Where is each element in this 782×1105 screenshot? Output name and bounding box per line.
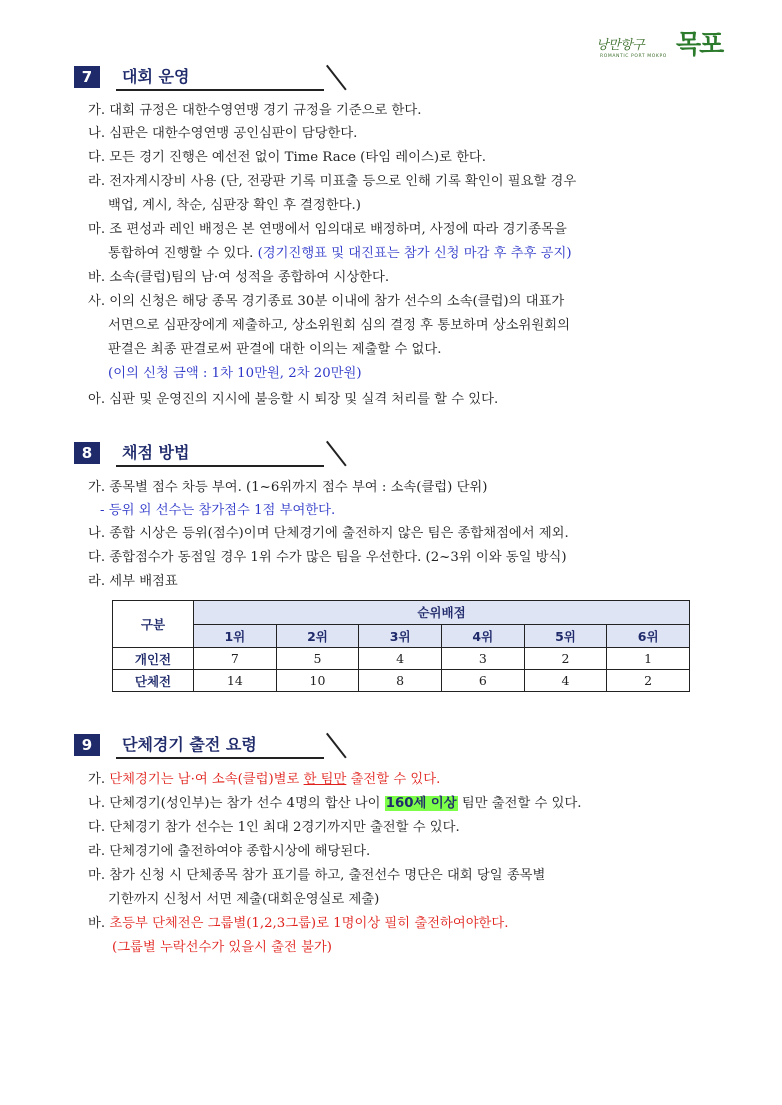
title-underline — [116, 89, 324, 91]
rule-line: 가. 종목별 점수 차등 부여. (1~6위까지 점수 부여 : 소속(클럽) 단위) — [88, 480, 488, 495]
rule-emphasis: 단체경기는 남·여 소속(클럽)별로 — [109, 772, 304, 787]
score-cell: 7 — [194, 648, 277, 670]
score-cell: 14 — [194, 670, 277, 692]
rank-header: 5위 — [524, 624, 607, 648]
rule-line — [88, 914, 508, 934]
title-slash — [326, 65, 347, 91]
rule-line: 아. 심판 및 운영진의 지시에 불응할 시 퇴장 및 실격 처리를 할 수 있다. — [88, 392, 499, 407]
rule-line — [108, 244, 572, 264]
section-9-header — [74, 734, 364, 760]
rank-header: 6위 — [607, 624, 690, 648]
section-title: 단체경기 출전 요령 — [122, 735, 257, 754]
rule-line: 바. 소속(클럽)팀의 남·여 성적을 종합하여 시상한다. — [88, 270, 390, 285]
rule-line: 나. 종합 시상은 등위(점수)이며 단체경기에 출전하지 않은 팀은 종합채점에서 제외. — [88, 526, 569, 541]
rule-emphasis: 초등부 단체전은 그룹별(1,2,3그룹)로 1명이상 필히 출전하여야한다. — [109, 916, 509, 931]
rank-header: 1위 — [194, 624, 277, 648]
rule-prefix: 바. — [88, 916, 110, 931]
score-cell: 3 — [441, 648, 524, 670]
rule-note: (그룹별 누락선수가 있을시 출전 불가) — [112, 940, 332, 955]
title-underline — [116, 757, 324, 759]
rank-header: 2위 — [276, 624, 359, 648]
rank-span-header: 순위배점 — [194, 601, 690, 625]
rule-line: 마. 조 편성과 레인 배정은 본 연맹에서 임의대로 배정하며, 사정에 따라 경기종목을 — [88, 222, 567, 237]
rule-line: 사. 이의 신청은 해당 종목 경기종료 30분 이내에 참가 선수의 소속(클럽)의 대표가 — [88, 294, 565, 309]
section-7-header — [74, 66, 364, 92]
rule-prefix: 가. — [88, 772, 110, 787]
rule-line: 다. 종합점수가 동점일 경우 1위 수가 많은 팀을 우선한다. (2~3위 이와 동일 방식) — [88, 550, 567, 565]
section-title: 대회 운영 — [122, 67, 190, 86]
rule-line: 라. 세부 배점표 — [88, 574, 178, 589]
title-slash — [326, 733, 347, 759]
rule-underlined: 한 팀만 — [303, 772, 347, 787]
score-cell: 2 — [607, 670, 690, 692]
row-label: 개인전 — [113, 648, 194, 670]
title-slash — [326, 441, 347, 467]
section-8-header — [74, 442, 364, 468]
rule-line: 가. 대회 규정은 대한수영연맹 경기 규정을 기준으로 한다. — [88, 103, 422, 118]
rule-text: 통합하여 진행할 수 있다. — [108, 246, 258, 261]
rank-header: 3위 — [359, 624, 442, 648]
rule-line: 다. 모든 경기 진행은 예선전 없이 Time Race (타임 레이스)로 한다. — [88, 150, 486, 165]
section-number: 8 — [74, 442, 100, 464]
rule-text: 팀만 출전할 수 있다. — [457, 796, 582, 811]
score-cell: 2 — [524, 648, 607, 670]
row-label: 단체전 — [113, 670, 194, 692]
rule-line — [88, 770, 440, 790]
rule-line: 다. 단체경기 참가 선수는 1인 최대 2경기까지만 출전할 수 있다. — [88, 820, 460, 835]
rule-line — [88, 794, 582, 814]
logo-script: 낭만항구 — [596, 38, 645, 53]
rule-line: 백업, 계시, 착순, 심판장 확인 후 결정한다.) — [108, 198, 361, 213]
rule-note: - 등위 외 선수는 참가점수 1점 부여한다. — [100, 503, 336, 518]
rule-line: 나. 심판은 대한수영연맹 공인심판이 담당한다. — [88, 126, 358, 141]
rule-line: 마. 참가 신청 시 단체종목 참가 표기를 하고, 출전선수 명단은 대회 당일 종목별 — [88, 868, 546, 883]
col-group-header: 구분 — [113, 601, 194, 648]
rule-text: 나. 단체경기(성인부)는 참가 선수 4명의 합산 나이 — [88, 796, 385, 811]
rule-emphasis: 출전할 수 있다. — [346, 772, 441, 787]
score-cell: 6 — [441, 670, 524, 692]
score-cell: 1 — [607, 648, 690, 670]
rule-line: 판결은 최종 판결로써 판결에 대한 이의는 제출할 수 없다. — [108, 342, 442, 357]
score-cell: 5 — [276, 648, 359, 670]
table-row — [113, 670, 690, 692]
notice-text: (경기진행표 및 대진표는 참가 신청 마감 후 추후 공지) — [257, 246, 572, 261]
score-table — [112, 600, 690, 692]
title-underline — [116, 465, 324, 467]
score-cell: 8 — [359, 670, 442, 692]
logo-mark: 목포 — [676, 30, 723, 60]
rule-line: 서면으로 심판장에게 제출하고, 상소위원회 심의 결정 후 통보하며 상소위원회의 — [108, 318, 570, 333]
mokpo-logo — [596, 30, 726, 62]
section-number: 7 — [74, 66, 100, 88]
score-cell: 4 — [359, 648, 442, 670]
rule-line: 기한까지 신청서 서면 제출(대회운영실로 제출) — [108, 892, 380, 907]
age-highlight: 160세 이상 — [385, 796, 457, 811]
section-title: 채점 방법 — [122, 443, 190, 462]
table-row — [113, 648, 690, 670]
logo-subtext: ROMANTIC PORT MOKPO — [600, 54, 667, 59]
rank-header: 4위 — [441, 624, 524, 648]
rule-line: 라. 전자계시장비 사용 (단, 전광판 기록 미표출 등으로 인해 기록 확인이 필요할 경우 — [88, 174, 577, 189]
score-cell: 4 — [524, 670, 607, 692]
score-cell: 10 — [276, 670, 359, 692]
rule-line: 라. 단체경기에 출전하여야 종합시상에 해당된다. — [88, 844, 371, 859]
fee-notice: (이의 신청 금액 : 1차 10만원, 2차 20만원) — [108, 366, 362, 381]
section-number: 9 — [74, 734, 100, 756]
